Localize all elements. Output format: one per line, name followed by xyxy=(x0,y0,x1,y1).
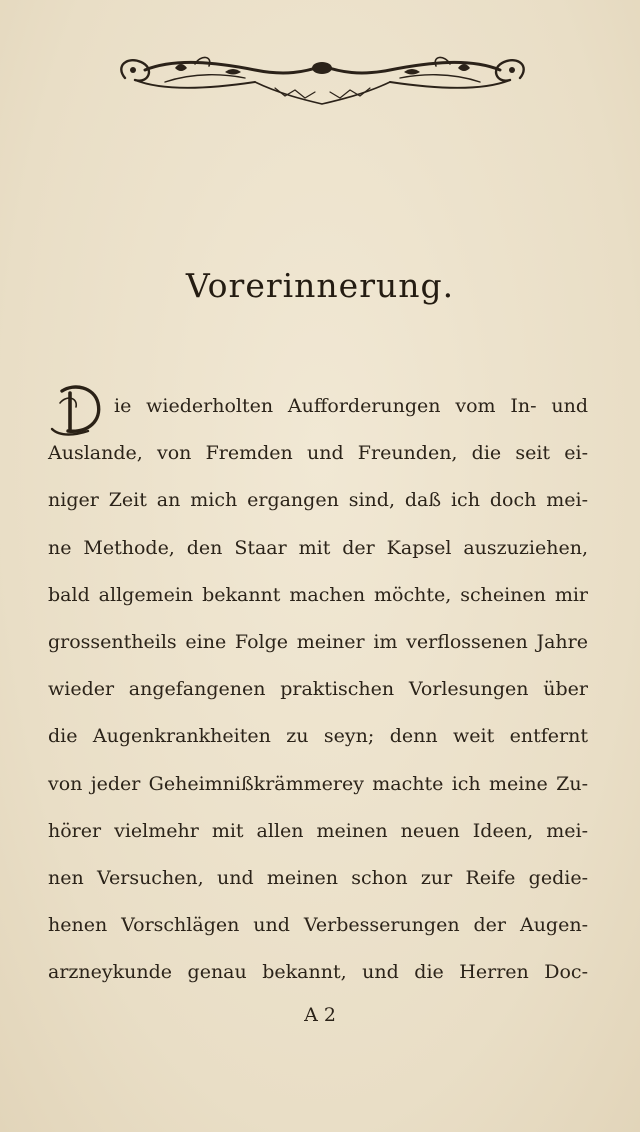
text-line: ie wiederholten Aufforderungen vom In- und xyxy=(114,395,588,417)
text-line: die Augenkrankheiten zu seyn; denn weit entfernt xyxy=(48,725,588,748)
text-line: wieder angefangenen praktischen Vorlesungen über xyxy=(48,678,588,701)
text-line: Auslande, von Fremden und Freunden, die seit ei- xyxy=(48,442,588,465)
text-line: hörer vielmehr mit allen meinen neuen Ideen, mei- xyxy=(48,819,588,842)
text-line: von jeder Geheimnißkrämmerey machte ich meine Zu- xyxy=(48,772,588,795)
signature-mark: A 2 xyxy=(304,1004,336,1026)
page-title: Vorerinnerung. xyxy=(185,266,455,305)
text-line: bald allgemein bekannt machen möchte, scheinen mir xyxy=(48,583,588,606)
text-line: nen Versuchen, und meinen schon zur Reife gedie- xyxy=(48,866,588,889)
text-line: ne Methode, den Staar mit der Kapsel auszuziehen, xyxy=(48,536,588,559)
text-line: grossentheils eine Folge meiner im verflossenen Jahre xyxy=(48,630,588,653)
body-paragraph xyxy=(48,383,588,996)
text-line: niger Zeit an mich ergangen sind, daß ich doch mei- xyxy=(48,489,588,512)
scrollwork-ornament-icon xyxy=(105,48,540,110)
text-line: henen Vorschlägen und Verbesserungen der Augen- xyxy=(48,914,588,937)
dropcap-d-icon xyxy=(48,381,110,439)
text-line: arzneykunde genau bekannt, und die Herren Doc- xyxy=(48,961,588,984)
